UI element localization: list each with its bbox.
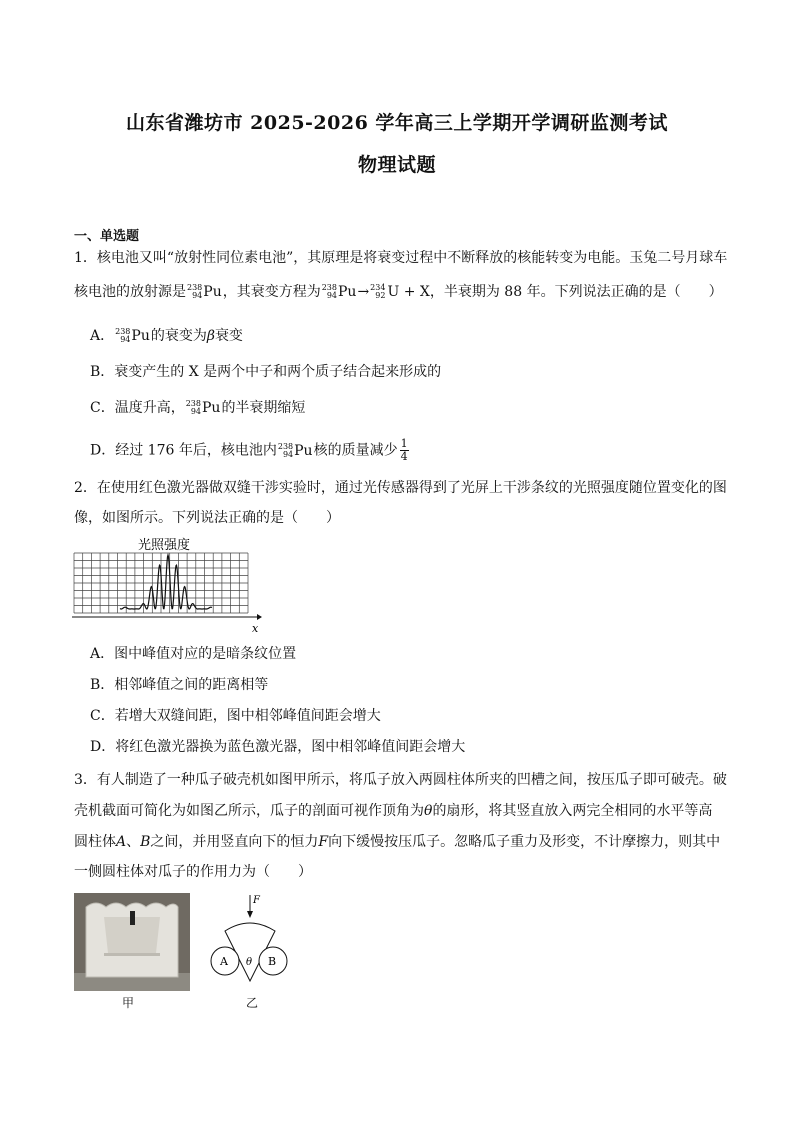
q2-option-c[interactable]: C．若增大双缝间距，图中相邻峰值间距会增大 <box>90 708 381 724</box>
q3-line1: 3．有人制造了一种瓜子破壳机如图甲所示，将瓜子放入两圆柱体所夹的凹槽之间，按压瓜子即可破壳。破 <box>74 772 727 788</box>
seed-shape <box>130 911 135 925</box>
q3-line4: 一侧圆柱体对瓜子的作用力为（ ） <box>74 864 312 880</box>
q1-line1: 1．核电池又叫“放射性同位素电池”，其原理是将衰变过程中不断释放的核能转变为电能。玉兔二号月球车 <box>74 250 728 266</box>
theta-label: θ <box>246 957 253 968</box>
intensity-curve <box>120 555 212 609</box>
q1-option-b[interactable]: B．衰变产生的 X 是两个中子和两个质子结合起来形成的 <box>90 364 442 380</box>
q2-option-d[interactable]: D．将红色激光器换为蓝色激光器，图中相邻峰值间距会增大 <box>90 739 466 755</box>
figure-yi-diagram <box>205 893 295 988</box>
pu-nuclide: 238 94 Pu <box>187 283 222 300</box>
q1-option-c[interactable]: C．温度升高， 238 94 Pu的半衰期缩短 <box>90 399 306 416</box>
pu-nuclide: 238 94 Pu <box>115 327 150 344</box>
figure-jia-caption: 甲 <box>122 996 135 1010</box>
q1-line2-a: 核电池的放射源是 <box>74 284 186 300</box>
figure-ylabel: 光照强度 <box>138 538 191 553</box>
q1-line2-d: U + X，半衰期为 88 年。下列说法正确的是（ ） <box>387 284 723 300</box>
force-label: F <box>253 895 260 906</box>
interference-intensity-figure <box>72 535 262 635</box>
q2-option-a[interactable]: A．图中峰值对应的是暗条纹位置 <box>90 646 297 662</box>
figure-xlabel: x <box>252 622 259 635</box>
cylinder-b-label: B <box>268 955 277 968</box>
q2-line2: 像，如图所示。下列说法正确的是（ ） <box>74 510 340 526</box>
q1-option-d[interactable]: D．经过 176 年后，核电池内 238 94 Pu核的质量减少 $\frac{1}{4}$ <box>90 437 408 463</box>
q2-line1: 2．在使用红色激光器做双缝干涉实验时，通过光传感器得到了光屏上干涉条纹的光照强度随位置变化的图 <box>74 480 727 496</box>
q2-option-b[interactable]: B．相邻峰值之间的距离相等 <box>90 677 269 693</box>
u-nuclide: 234 92 <box>370 283 386 300</box>
section-heading: 一、单选题 <box>74 229 140 244</box>
x-axis-arrow <box>257 614 262 620</box>
cylinder-a-label: A <box>220 955 228 968</box>
exam-subtitle: 物理试题 <box>357 154 436 176</box>
q3-line3: 圆柱体A、B之间，并用竖直向下的恒力F向下缓慢按压瓜子。忽略瓜子重力及形变，不计摩擦力，则其中 <box>74 834 721 850</box>
figure-yi-caption: 乙 <box>246 996 259 1010</box>
q1-line2-b: ，其衰变方程为 <box>222 284 321 300</box>
q1-option-a[interactable]: A． 238 94 Pu的衰变为β衰变 <box>90 327 243 344</box>
q1-line2 <box>74 282 723 302</box>
exam-title: 山东省潍坊市 2025-2026 学年高三上学期开学调研监测考试 <box>126 112 668 134</box>
fraction-one-quarter: $\frac{1}{4}$ <box>400 437 408 463</box>
pu-nuclide-eq: 238 94 Pu <box>321 283 357 300</box>
pu-nuclide: 238 94 Pu <box>277 441 313 459</box>
arrow: → <box>357 284 370 300</box>
pu-nuclide: 238 94 Pu <box>185 399 221 416</box>
figure-jia-photo <box>74 893 190 991</box>
q3-line2: 壳机截面可简化为如图乙所示，瓜子的剖面可视作顶角为θ的扇形，将其竖直放入两完全相同的水平等高 <box>74 803 713 819</box>
